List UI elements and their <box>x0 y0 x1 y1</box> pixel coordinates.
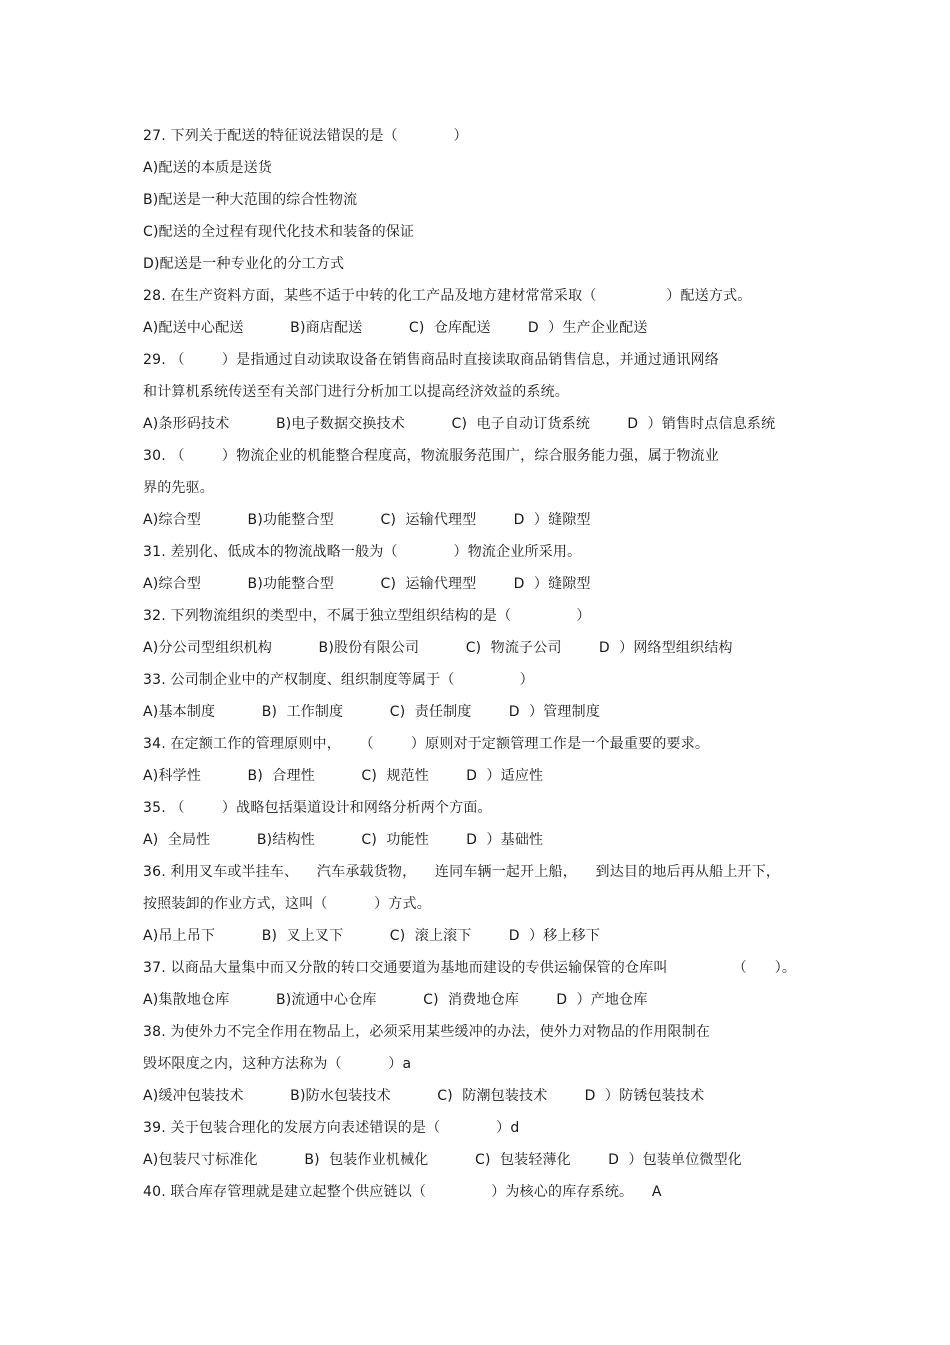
question-29-cont: 和计算机系统传送至有关部门进行分析加工以提高经济效益的系统。 <box>143 384 569 400</box>
options-35: A) 全局性 B)结构性 C) 功能性 D ）基础性 <box>143 832 544 848</box>
options-29: A)条形码技术 B)电子数据交换技术 C) 电子自动订货系统 D ）销售时点信息系统 <box>143 416 776 432</box>
options-39: A)包装尺寸标准化 B) 包装作业机械化 C) 包装轻薄化 D ）包装单位微型化 <box>143 1152 743 1168</box>
options-38: A)缓冲包装技术 B)防水包装技术 C) 防潮包装技术 D ）防锈包装技术 <box>143 1088 705 1104</box>
option-27-d: D)配送是一种专业化的分工方式 <box>143 256 345 272</box>
question-29: 29. （ ）是指通过自动读取设备在销售商品时直接读取商品销售信息，并通过通讯网络 <box>143 352 719 368</box>
options-33: A)基本制度 B) 工作制度 C) 责任制度 D ）管理制度 <box>143 704 601 720</box>
question-40: 40. 联合库存管理就是建立起整个供应链以（ ）为核心的库存系统。 A <box>143 1184 662 1200</box>
question-30: 30. （ ）物流企业的机能整合程度高，物流服务范围广，综合服务能力强，属于物流业 <box>143 448 719 464</box>
question-35: 35. （ ）战略包括渠道设计和网络分析两个方面。 <box>143 800 492 816</box>
options-34: A)科学性 B) 合理性 C) 规范性 D ）适应性 <box>143 768 544 784</box>
options-30: A)综合型 B)功能整合型 C) 运输代理型 D ）缝隙型 <box>143 512 591 528</box>
option-27-a: A)配送的本质是送货 <box>143 160 273 176</box>
option-27-b: B)配送是一种大范围的综合性物流 <box>143 192 358 208</box>
option-27-c: C)配送的全过程有现代化技术和装备的保证 <box>143 224 415 240</box>
question-30-cont: 界的先驱。 <box>143 480 214 496</box>
options-31: A)综合型 B)功能整合型 C) 运输代理型 D ）缝隙型 <box>143 576 591 592</box>
question-31: 31. 差别化、低成本的物流战略一般为（ ）物流企业所采用。 <box>143 544 582 560</box>
options-37: A)集散地仓库 B)流通中心仓库 C) 消费地仓库 D ）产地仓库 <box>143 992 648 1008</box>
question-37: 37. 以商品大量集中而又分散的转口交通要道为基地而建设的专供运输保管的仓库叫 （ ）。 <box>143 960 797 976</box>
question-36-cont: 按照装卸的作业方式，这叫（ ）方式。 <box>143 896 431 912</box>
question-39: 39. 关于包装合理化的发展方向表述错误的是（ ）d <box>143 1120 520 1136</box>
question-list <box>143 124 843 1212</box>
options-32: A)分公司型组织机构 B)股份有限公司 C) 物流子公司 D ）网络型组织结构 <box>143 640 733 656</box>
question-36: 36. 利用叉车或半挂车、 汽车承载货物， 连同车辆一起开上船， 到达目的地后再从船上开下， <box>143 864 781 880</box>
question-32: 32. 下列物流组织的类型中，不属于独立型组织结构的是（ ） <box>143 608 591 624</box>
question-33: 33. 公司制企业中的产权制度、组织制度等属于（ ） <box>143 672 534 688</box>
question-28: 28. 在生产资料方面，某些不适于中转的化工产品及地方建材常常采取（ ）配送方式。 <box>143 288 752 304</box>
options-36: A)吊上吊下 B) 叉上叉下 C) 滚上滚下 D ）移上移下 <box>143 928 601 944</box>
question-27: 27. 下列关于配送的特征说法错误的是（ ） <box>143 128 468 144</box>
question-34: 34. 在定额工作的管理原则中， （ ）原则对于定额管理工作是一个最重要的要求。 <box>143 736 710 752</box>
question-38-cont: 毁坏限度之内，这种方法称为（ ）a <box>143 1056 412 1072</box>
options-28: A)配送中心配送 B)商店配送 C) 仓库配送 D ）生产企业配送 <box>143 320 648 336</box>
question-38: 38. 为使外力不完全作用在物品上，必须采用某些缓冲的办法，使外力对物品的作用限制在 <box>143 1024 711 1040</box>
